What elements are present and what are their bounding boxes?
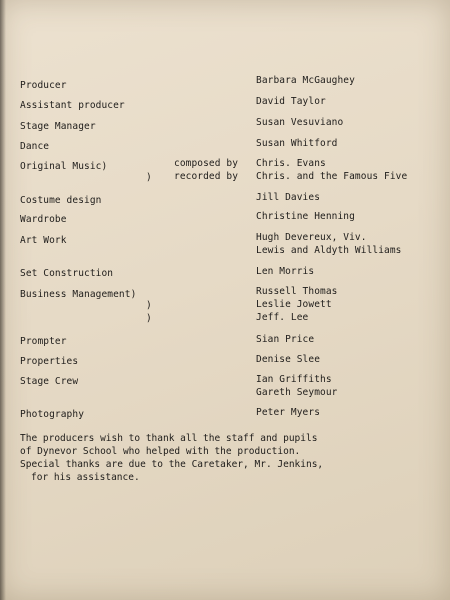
- costume-role: Costume design: [20, 195, 102, 206]
- art-name-line-1: Hugh Devereux, Viv.: [256, 232, 367, 243]
- composed-by-label: composed by: [174, 158, 239, 169]
- prompter-name: Sian Price: [256, 334, 315, 345]
- stage-crew-role: Stage Crew: [20, 376, 79, 387]
- assistant-producer-role: Assistant producer: [20, 100, 125, 111]
- costume-name: Jill Davies: [256, 192, 321, 203]
- stage-manager-role: Stage Manager: [20, 121, 96, 132]
- art-name-line-2: Lewis and Aldyth Williams: [256, 245, 402, 256]
- page-edge-shadow: [0, 0, 6, 600]
- thanks-line-4: for his assistance.: [31, 472, 140, 483]
- prompter-role: Prompter: [20, 336, 67, 347]
- business-bracket-2: ): [146, 313, 152, 324]
- business-management-role: Business Management): [20, 289, 137, 300]
- thanks-line-2: of Dynevor School who helped with the production.: [20, 446, 301, 457]
- composed-by-name: Chris. Evans: [256, 158, 326, 169]
- thanks-paragraph: [20, 432, 440, 484]
- recorded-by-name: Chris. and the Famous Five: [256, 171, 408, 182]
- business-name-3: Jeff. Lee: [256, 312, 309, 323]
- business-name-1: Russell Thomas: [256, 286, 338, 297]
- dance-role: Dance: [20, 141, 50, 152]
- set-construction-name: Len Morris: [256, 266, 315, 277]
- thanks-line-1: The producers wish to thank all the staff and pupils: [20, 433, 318, 444]
- producer-role: Producer: [20, 80, 67, 91]
- art-role: Art Work: [20, 235, 67, 246]
- wardrobe-name: Christine Henning: [256, 211, 355, 222]
- assistant-producer-name: David Taylor: [256, 96, 326, 107]
- properties-role: Properties: [20, 356, 79, 367]
- set-construction-role: Set Construction: [20, 268, 114, 279]
- original-music-role: Original Music): [20, 161, 108, 172]
- recorded-by-label: recorded by: [174, 171, 239, 182]
- photography-role: Photography: [20, 409, 85, 420]
- properties-name: Denise Slee: [256, 354, 321, 365]
- stage-crew-name-1: Ian Griffiths: [256, 374, 332, 385]
- business-name-2: Leslie Jowett: [256, 299, 332, 310]
- producer-name: Barbara McGaughey: [256, 75, 355, 86]
- business-bracket-1: ): [146, 300, 152, 311]
- stage-manager-name: Susan Vesuviano: [256, 117, 344, 128]
- dance-name: Susan Whitford: [256, 138, 338, 149]
- stage-crew-name-2: Gareth Seymour: [256, 387, 338, 398]
- wardrobe-role: Wardrobe: [20, 214, 67, 225]
- photography-name: Peter Myers: [256, 407, 321, 418]
- original-music-bracket: ): [146, 172, 152, 183]
- thanks-line-3: Special thanks are due to the Caretaker, Mr. Jenkins,: [20, 459, 324, 470]
